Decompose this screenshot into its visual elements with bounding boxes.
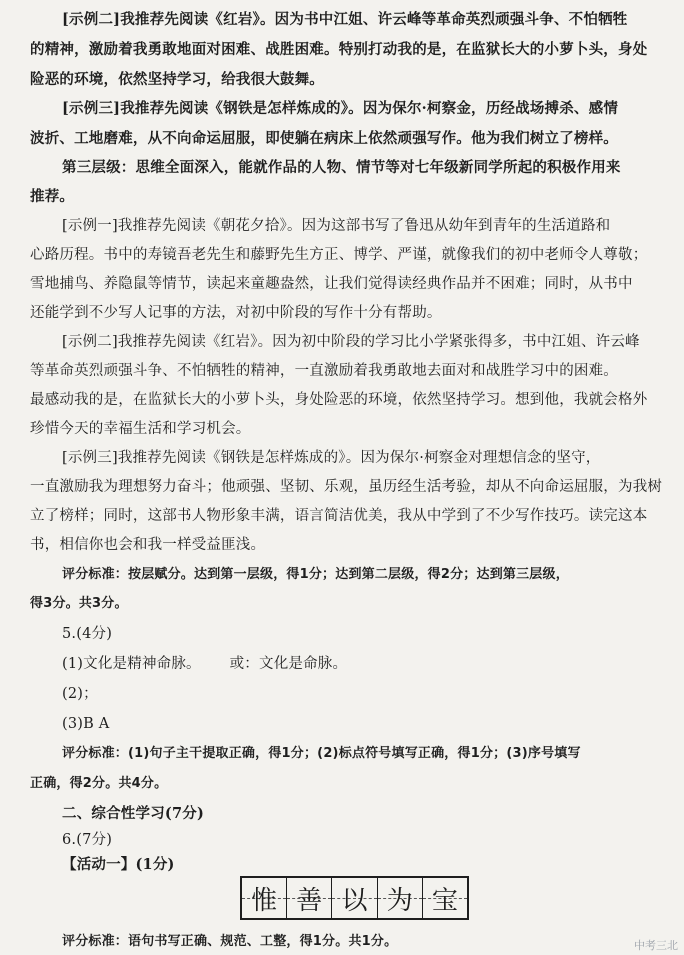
- text-line: [示例二]我推荐先阅读《红岩》。因为书中江姐、许云峰等革命英烈顽强斗争、不怕牺牲: [62, 11, 628, 28]
- text-line: 最感动我的是，在监狱长大的小萝卜头，身处险恶的环境，依然坚持学习。想到他，我就会格外: [30, 392, 648, 408]
- text-line: 险恶的环境，依然坚持学习，给我很大鼓舞。: [30, 71, 324, 88]
- text-line: 一直激励我为理想努力奋斗；他顽强、坚韧、乐观，虽历经生活考验，却从不向命运屈服，为我树: [30, 479, 663, 495]
- calligraphy-cell: 善: [286, 878, 331, 918]
- text-line: [示例一]我推荐先阅读《朝花夕拾》。因为这部书写了鲁迅从幼年到青年的生活道路和: [62, 218, 611, 234]
- question-number: 5.(4分): [62, 626, 113, 642]
- text-line: 等革命英烈顽强斗争、不怕牺牲的精神，一直激励着我勇敢地去面对和战胜学习中的困难。: [30, 363, 618, 379]
- text-line: 雪地捕鸟、养隐鼠等情节，读起来童趣盎然，让我们觉得读经典作品并不困难；同时，从书中: [30, 276, 633, 292]
- answer-line: (2)；: [62, 686, 98, 702]
- calligraphy-cell: 以: [331, 878, 376, 918]
- text-line: [示例三]我推荐先阅读《钢铁是怎样炼成的》。因为保尔·柯察金对理想信念的坚守，: [62, 450, 601, 466]
- text-line: 第三层级：思维全面深入，能就作品的人物、情节等对七年级新同学所起的积极作用来: [62, 159, 621, 176]
- question-number: 6.(7分): [62, 832, 113, 848]
- calligraphy-cell: 宝: [422, 878, 467, 918]
- scoring-criteria: 评分标准：按层赋分。达到第一层级，得1分；达到第二层级，得2分；达到第三层级，: [62, 567, 569, 582]
- text-line: 还能学到不少写人记事的方法，对初中阶段的写作十分有帮助。: [30, 305, 442, 321]
- text-line: 书，相信你也会和我一样受益匪浅。: [30, 537, 266, 553]
- scoring-criteria: 评分标准：语句书写正确、规范、工整，得1分。共1分。: [62, 934, 398, 949]
- calligraphy-cell: 惟: [242, 878, 286, 918]
- text-line: 心路历程。书中的寿镜吾老先生和藤野先生方正、博学、严谨，就像我们的初中老师令人尊敬；: [30, 247, 648, 263]
- calligraphy-cell: 为: [377, 878, 422, 918]
- section-heading: 二、综合性学习(7分): [62, 805, 205, 822]
- text-line: 的精神，激励着我勇敢地面对困难、战胜困难。特别打动我的是，在监狱长大的小萝卜头，身处: [30, 41, 648, 58]
- text-line: 珍惜今天的幸福生活和学习机会。: [30, 421, 251, 437]
- calligraphy-box: [240, 876, 469, 920]
- text-line: [示例三]我推荐先阅读《钢铁是怎样炼成的》。因为保尔·柯察金，历经战场搏杀、感情: [62, 100, 619, 117]
- scoring-criteria: 正确，得2分。共4分。: [30, 776, 168, 791]
- watermark: 中考三北: [634, 939, 678, 952]
- text-line: [示例二]我推荐先阅读《红岩》。因为初中阶段的学习比小学紧张得多，书中江姐、许云峰: [62, 334, 640, 350]
- scoring-criteria: 评分标准：(1)句子主干提取正确，得1分；(2)标点符号填写正确，得1分；(3)序号填写: [62, 746, 581, 761]
- text-line: 波折、工地磨难，从不向命运屈服，即使躺在病床上依然顽强写作。他为我们树立了榜样。: [30, 130, 618, 147]
- activity-heading: 【活动一】(1分): [62, 856, 175, 873]
- text-line: 推荐。: [30, 188, 75, 205]
- answer-line: (1)文化是精神命脉。 或：文化是命脉。: [62, 656, 348, 672]
- scoring-criteria: 得3分。共3分。: [30, 596, 128, 611]
- text-line: 立了榜样；同时，这部书人物形象丰满，语言简洁优美，我从中学到了不少写作技巧。读完这本: [30, 508, 648, 524]
- answer-line: (3)B A: [62, 716, 110, 732]
